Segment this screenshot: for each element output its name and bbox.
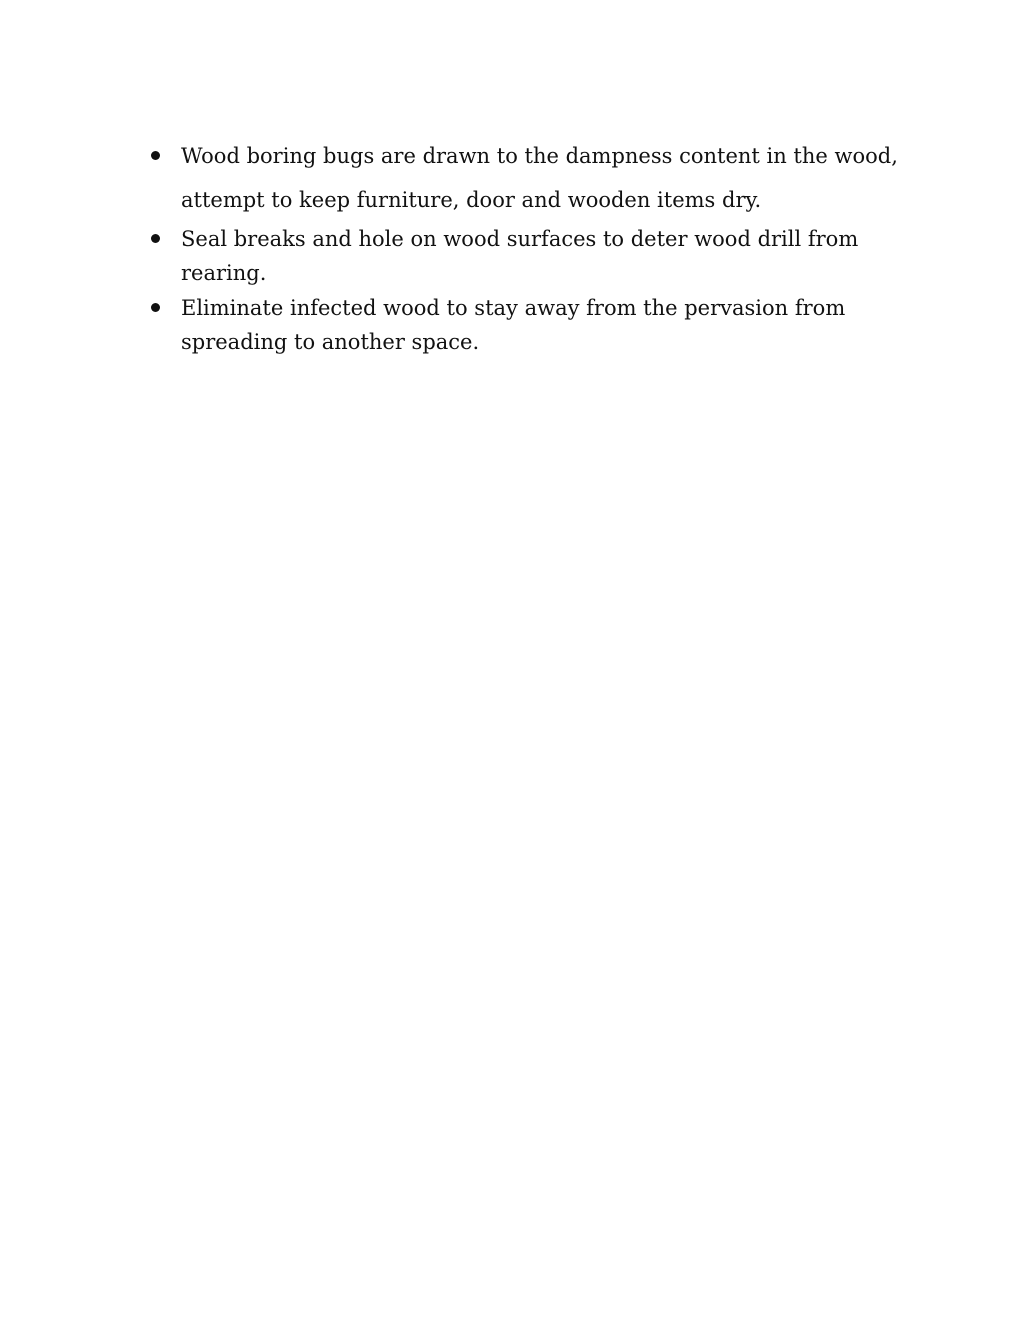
bullet-icon	[151, 151, 160, 160]
list-item-text: Wood boring bugs are drawn to the dampness content in the wood, attempt to keep furniture, door and wooden items dry.	[181, 144, 898, 212]
list-item	[146, 222, 926, 290]
bullet-icon	[151, 234, 160, 243]
list-item-text: Seal breaks and hole on wood surfaces to deter wood drill from rearing.	[181, 227, 859, 285]
bullet-list	[146, 134, 926, 359]
list-item	[146, 134, 926, 222]
list-item	[146, 291, 926, 359]
list-item-text: Eliminate infected wood to stay away from the pervasion from spreading to another space.	[181, 296, 846, 354]
bullet-icon	[151, 303, 160, 312]
